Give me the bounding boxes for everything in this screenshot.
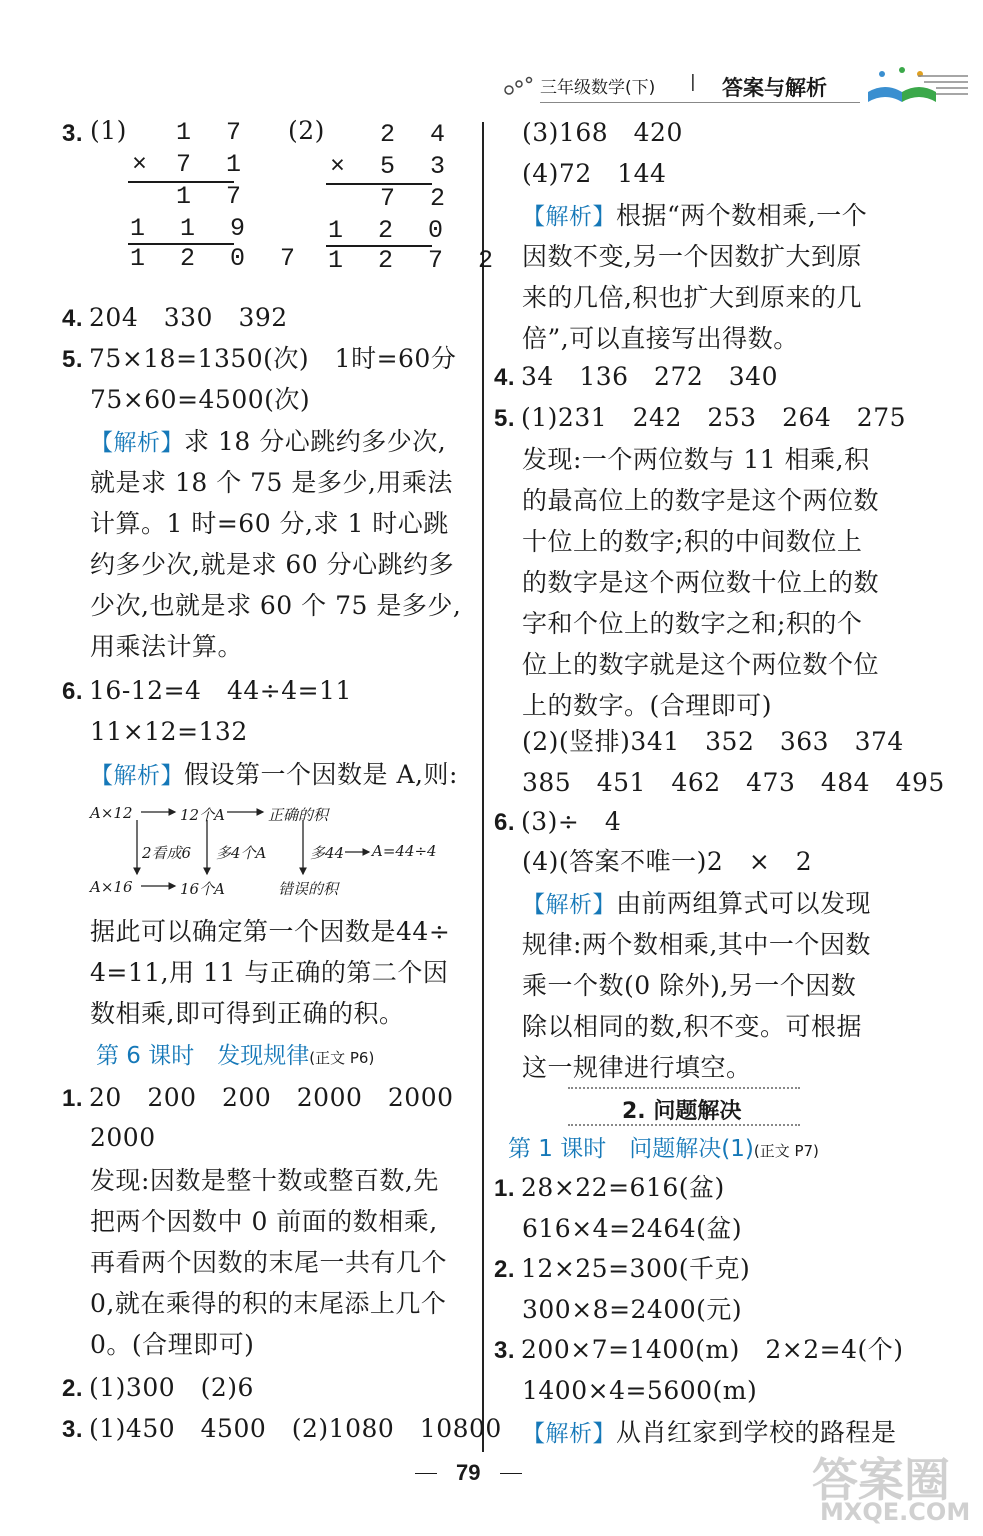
r-q5-part2a: (2)(竖排)341 352 363 374 xyxy=(522,727,904,756)
column-divider xyxy=(482,122,484,1452)
q3-1-partial2: 1 1 9 xyxy=(130,214,256,243)
q3-2-factor-a: 2 4 xyxy=(380,120,456,149)
l6q2-answer: 2. (1)300 (2)6 xyxy=(62,1373,254,1402)
r-analysis1-1: 【解析】根据“两个数相乘,一个 xyxy=(522,201,868,230)
s1-line1: 1. 28×22=616(盆) xyxy=(494,1173,725,1202)
r-q6-line2: (4)(答案不唯一)2 × 2 xyxy=(522,847,813,876)
r-line-3: (3)168 420 xyxy=(522,118,683,147)
lesson6-title: 第 6 课时 发现规律(正文 P6) xyxy=(96,1043,375,1069)
r-q5-find1: 发现:一个两位数与 11 相乘,积 xyxy=(522,445,870,474)
diag-m4: A=44÷4 xyxy=(372,842,437,860)
r-q4: 4. 34 136 272 340 xyxy=(494,362,778,391)
q3-2-factor-b: 5 3 xyxy=(380,152,456,181)
r-analysis2-5: 这一规律进行填空。 xyxy=(522,1053,752,1082)
q6-line1: 6. 16-12=4 44÷4=11 xyxy=(62,676,352,705)
r-q5-find2: 的最高位上的数字是这个两位数 xyxy=(522,486,880,515)
l6q1-find5: 0。(合理即可) xyxy=(90,1330,255,1359)
q3-1-tag: (1) xyxy=(90,116,127,145)
r-analysis3-1: 【解析】从肖红家到学校的路程是 xyxy=(522,1418,897,1447)
q5-line1: 5. 75×18=1350(次) 1时=60分 xyxy=(62,344,457,373)
diag-correct: 正确的积 xyxy=(268,806,329,824)
q3-number: 3. xyxy=(62,120,84,147)
watermark-logo: 答案圈 xyxy=(812,1453,950,1507)
q3-1-factor-a: 1 7 xyxy=(176,118,252,147)
q4-answer: 4. 204 330 392 xyxy=(62,303,288,332)
diag-a12: A×12 xyxy=(90,804,133,822)
q3-2-tag: (2) xyxy=(288,116,325,145)
q3-2-result: 1 2 7 2 xyxy=(328,246,504,275)
q5-analysis-4: 约多少次,就是求 60 分心跳约多 xyxy=(90,550,455,579)
l6q1-find3: 再看两个因数的末尾一共有几个 xyxy=(90,1248,448,1277)
q5-analysis-2: 就是求 18 个 75 是多少,用乘法 xyxy=(90,468,453,497)
q3-1-operator: × xyxy=(132,150,158,179)
s2-line2: 300×8=2400(元) xyxy=(522,1295,743,1324)
diag-16a: 16个A xyxy=(180,880,225,898)
book-logo-icon xyxy=(860,62,970,112)
q3-1-result: 1 2 0 7 xyxy=(130,244,306,273)
r-line-4: (4)72 144 xyxy=(522,159,667,188)
footer-dash-left xyxy=(415,1473,437,1474)
header-rule xyxy=(540,102,860,103)
q3-2-partial1: 7 2 xyxy=(380,184,456,213)
q5-analysis-3: 计算。1 时=60 分,求 1 时心跳 xyxy=(90,509,449,538)
r-q6-line1: 6. (3)÷ 4 xyxy=(494,807,622,836)
q5-analysis-6: 用乘法计算。 xyxy=(90,632,244,661)
q6-line2: 11×12=132 xyxy=(90,717,248,746)
r-analysis2-1: 【解析】由前两组算式可以发现 xyxy=(522,889,872,918)
r-analysis2-3: 乘一个数(0 除外),另一个因数 xyxy=(522,971,857,1000)
diagram-arrows xyxy=(85,800,465,910)
l6q1-line1: 1. 20 200 200 2000 2000 xyxy=(62,1083,454,1112)
q5-analysis-1: 【解析】求 18 分心跳约多少次, xyxy=(90,427,447,456)
header-divider: | xyxy=(690,72,696,92)
r-q5-find6: 位上的数字就是这个两位数个位 xyxy=(522,650,880,679)
l6q3-answer: 3. (1)450 4500 (2)1080 10800 xyxy=(62,1414,502,1443)
diag-12a: 12个A xyxy=(180,806,225,824)
r-q5-line1: 5. (1)231 242 253 264 275 xyxy=(494,403,907,432)
diag-m3: 多44 xyxy=(310,844,345,862)
q6-analysis-1: 【解析】假设第一个因数是 A,则: xyxy=(90,760,458,789)
book-title: 三年级数学(下) xyxy=(540,78,656,98)
q6-tail-3: 数相乘,即可得到正确的积。 xyxy=(90,999,405,1028)
r-q5-find5: 字和个位上的数字之和;积的个 xyxy=(522,609,863,638)
l6q1-find2: 把两个因数中 0 前面的数相乘, xyxy=(90,1207,438,1236)
l6q1-find4: 0,就在乘得的积的末尾添上几个 xyxy=(90,1289,447,1318)
r-analysis1-3: 来的几倍,积也扩大到原来的几 xyxy=(522,283,862,312)
q5-line2: 75×60=4500(次) xyxy=(90,385,311,414)
lesson1-title: 第 1 课时 问题解决(1)(正文 P7) xyxy=(508,1136,819,1162)
s1-line2: 616×4=2464(盆) xyxy=(522,1214,743,1243)
q5-analysis-5: 少次,也就是求 60 个 75 是多少, xyxy=(90,591,462,620)
diag-a16: A×16 xyxy=(90,878,133,896)
q3-1-partial1: 1 7 xyxy=(176,182,252,211)
diag-m2: 多4个A xyxy=(216,844,267,862)
r-analysis2-2: 规律:两个数相乘,其中一个因数 xyxy=(522,930,871,959)
q6-tail-1: 据此可以确定第一个因数是44÷ xyxy=(90,917,451,946)
q3-1-factor-b: 7 1 xyxy=(176,150,252,179)
r-analysis1-2: 因数不变,另一个因数扩大到原 xyxy=(522,242,862,271)
r-q5-find3: 十位上的数字;积的中间数位上 xyxy=(522,527,863,556)
section-rule-top xyxy=(568,1087,800,1089)
watermark-url: MXQE.COM xyxy=(820,1498,971,1526)
l6q1-line2: 2000 xyxy=(90,1123,156,1152)
s3-line2: 1400×4=5600(m) xyxy=(522,1376,758,1405)
s2-line1: 2. 12×25=300(千克) xyxy=(494,1254,751,1283)
q3-2-partial2: 1 2 0 xyxy=(328,216,454,245)
section2-title: 2. 问题解决 xyxy=(622,1099,742,1124)
q6-tail-2: 4=11,用 11 与正确的第二个因 xyxy=(90,958,449,987)
diag-m1: 2看成6 xyxy=(142,844,192,862)
r-analysis1-4: 倍”,可以直接写出得数。 xyxy=(522,324,799,353)
r-q5-part2b: 385 451 462 473 484 495 xyxy=(522,768,945,797)
l6q1-find1: 发现:因数是整十数或整百数,先 xyxy=(90,1166,439,1195)
r-q5-find7: 上的数字。(合理即可) xyxy=(522,691,773,720)
section-title-header: 答案与解析 xyxy=(722,76,827,100)
header-deco-icon xyxy=(503,72,535,102)
page-number: 79 xyxy=(456,1460,481,1485)
s3-line1: 3. 200×7=1400(m) 2×2=4(个) xyxy=(494,1335,904,1364)
footer-dash-right xyxy=(500,1473,522,1474)
r-analysis2-4: 除以相同的数,积不变。可根据 xyxy=(522,1012,862,1041)
diag-wrong: 错误的积 xyxy=(278,880,339,898)
section-rule-bottom xyxy=(568,1124,800,1126)
q3-2-operator: × xyxy=(330,152,356,181)
r-q5-find4: 的数字是这个两位数十位上的数 xyxy=(522,568,880,597)
